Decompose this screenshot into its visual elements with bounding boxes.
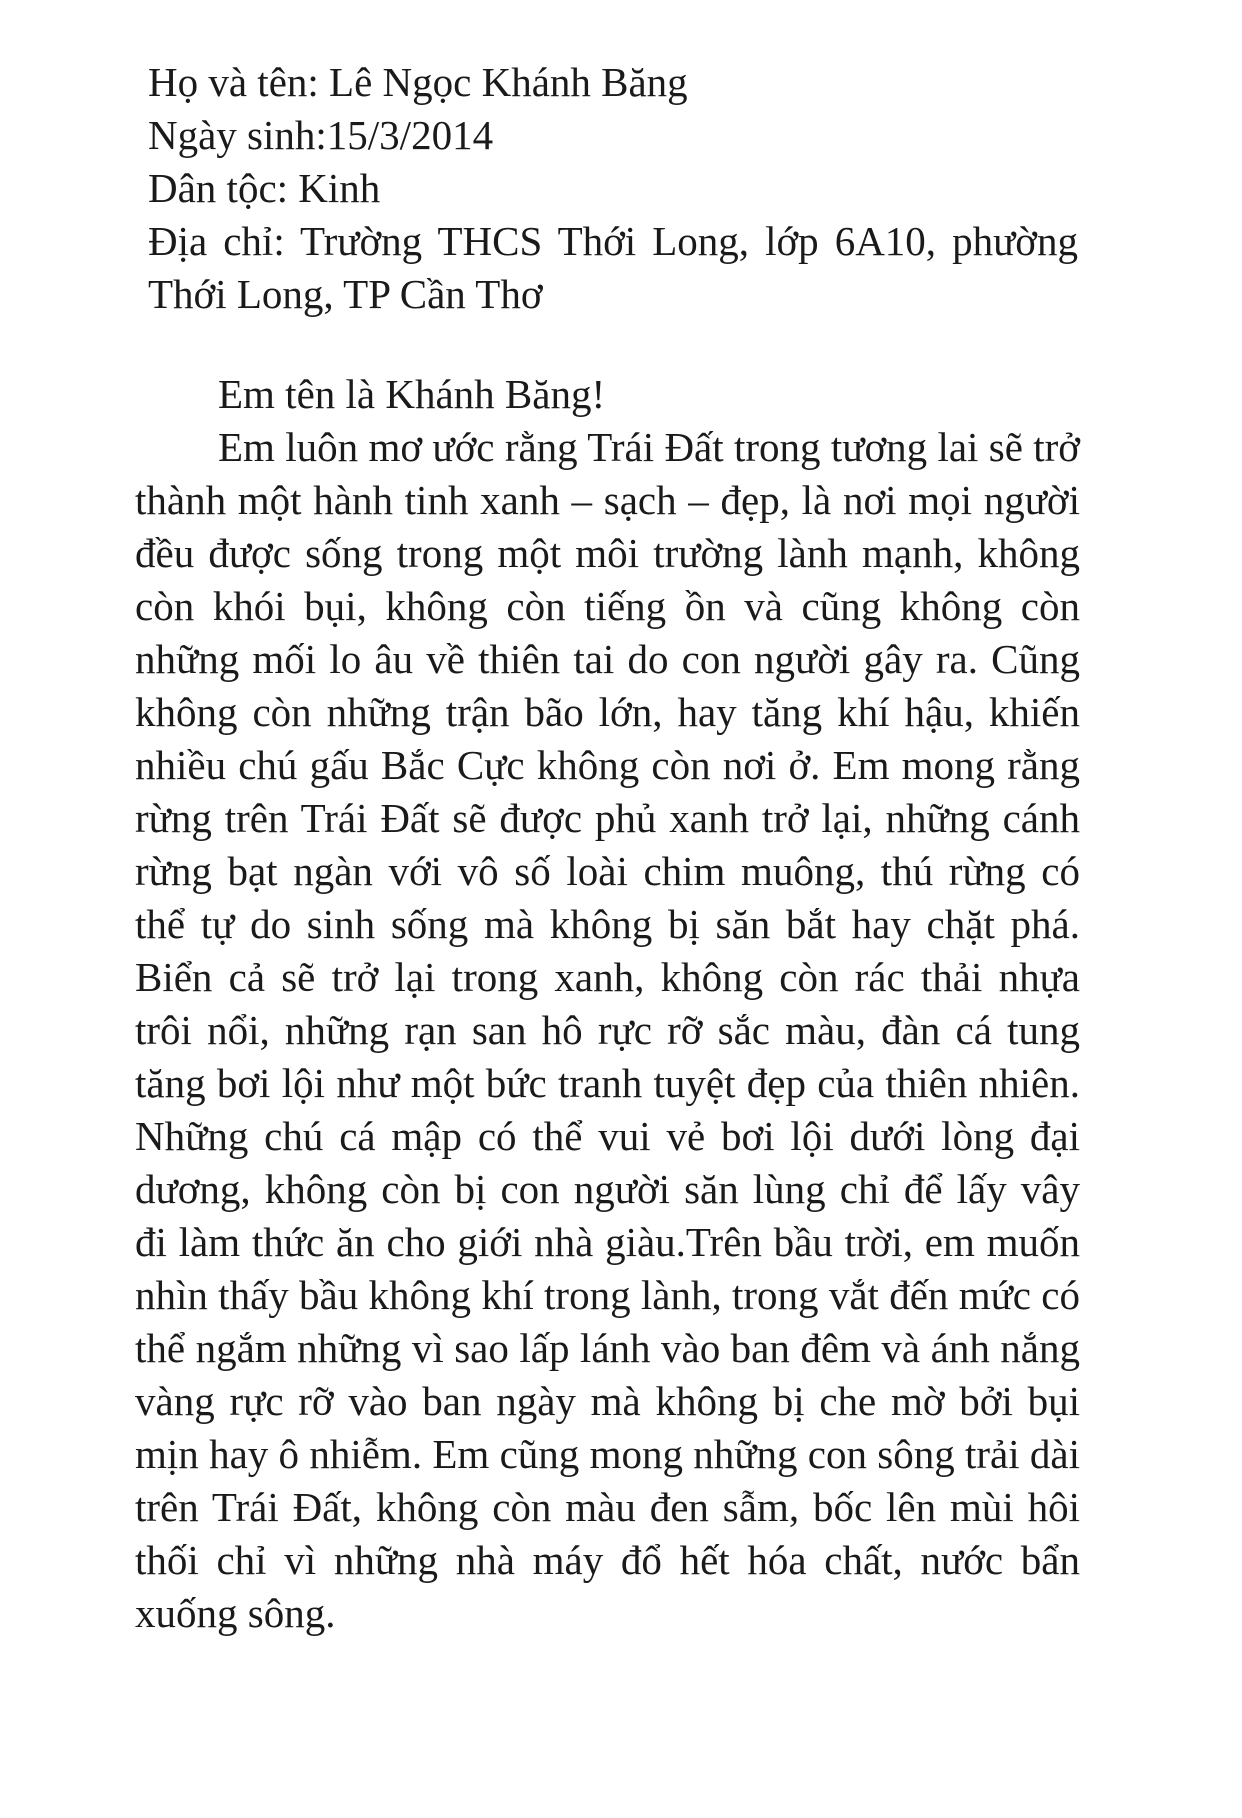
dob-line: Ngày sinh:15/3/2014 xyxy=(148,112,494,158)
greeting: Em tên là Khánh Băng! xyxy=(218,371,606,417)
address-line: Địa chỉ: Trường THCS Thới Long, lớp 6A10, phường Thới Long, TP Cần Thơ xyxy=(148,218,1078,317)
name-line: Họ và tên: Lê Ngọc Khánh Băng xyxy=(148,59,688,105)
ethnicity-line: Dân tộc: Kinh xyxy=(148,165,381,211)
main-paragraph: Em luôn mơ ước rằng Trái Đất trong tương lai sẽ trở thành một hành tinh xanh – sạch – đẹp, là nơi mọi người đều được sống trong một môi trường lành mạnh, không còn khói bụi, không còn tiếng ồn và cũng không còn những mối lo âu về thiên tai do con người gây ra. Cũng không còn những trận bão lớn, hay tăng khí hậu, khiến nhiều chú gấu Bắc Cực không còn nơi ở. Em mong rằng rừng trên Trái Đất sẽ được phủ xanh trở lại, những cánh rừng bạt ngàn với vô số loài chim muông, thú rừng có thể tự do sinh sống mà không bị săn bắt hay chặt phá. Biển cả sẽ trở lại trong xanh, không còn rác thải nhựa trôi nổi, những rạn san hô rực rỡ sắc màu, đàn cá tung tăng bơi lội như một bức tranh tuyệt đẹp của thiên nhiên. Những chú cá mập có thể vui vẻ bơi lội dưới lòng đại dương, không còn bị con người săn lùng chỉ để lấy vây đi làm thức ăn cho giới nhà giàu.Trên bầu trời, em muốn nhìn thấy bầu không khí trong lành, trong vắt đến mức có thể ngắm những vì sao lấp lánh vào ban đêm và ánh nắng vàng rực rỡ vào ban ngày mà không bị che mờ bởi bụi mịn hay ô nhiễm. Em cũng mong những con sông trải dài trên Trái Đất, không còn màu đen sẫm, bốc lên mùi hôi thối chỉ vì những nhà máy đổ hết hóa chất, nước bẩn xuống sông. xyxy=(135,424,1080,1636)
letter-body xyxy=(135,368,1080,1640)
student-info xyxy=(148,56,1078,321)
